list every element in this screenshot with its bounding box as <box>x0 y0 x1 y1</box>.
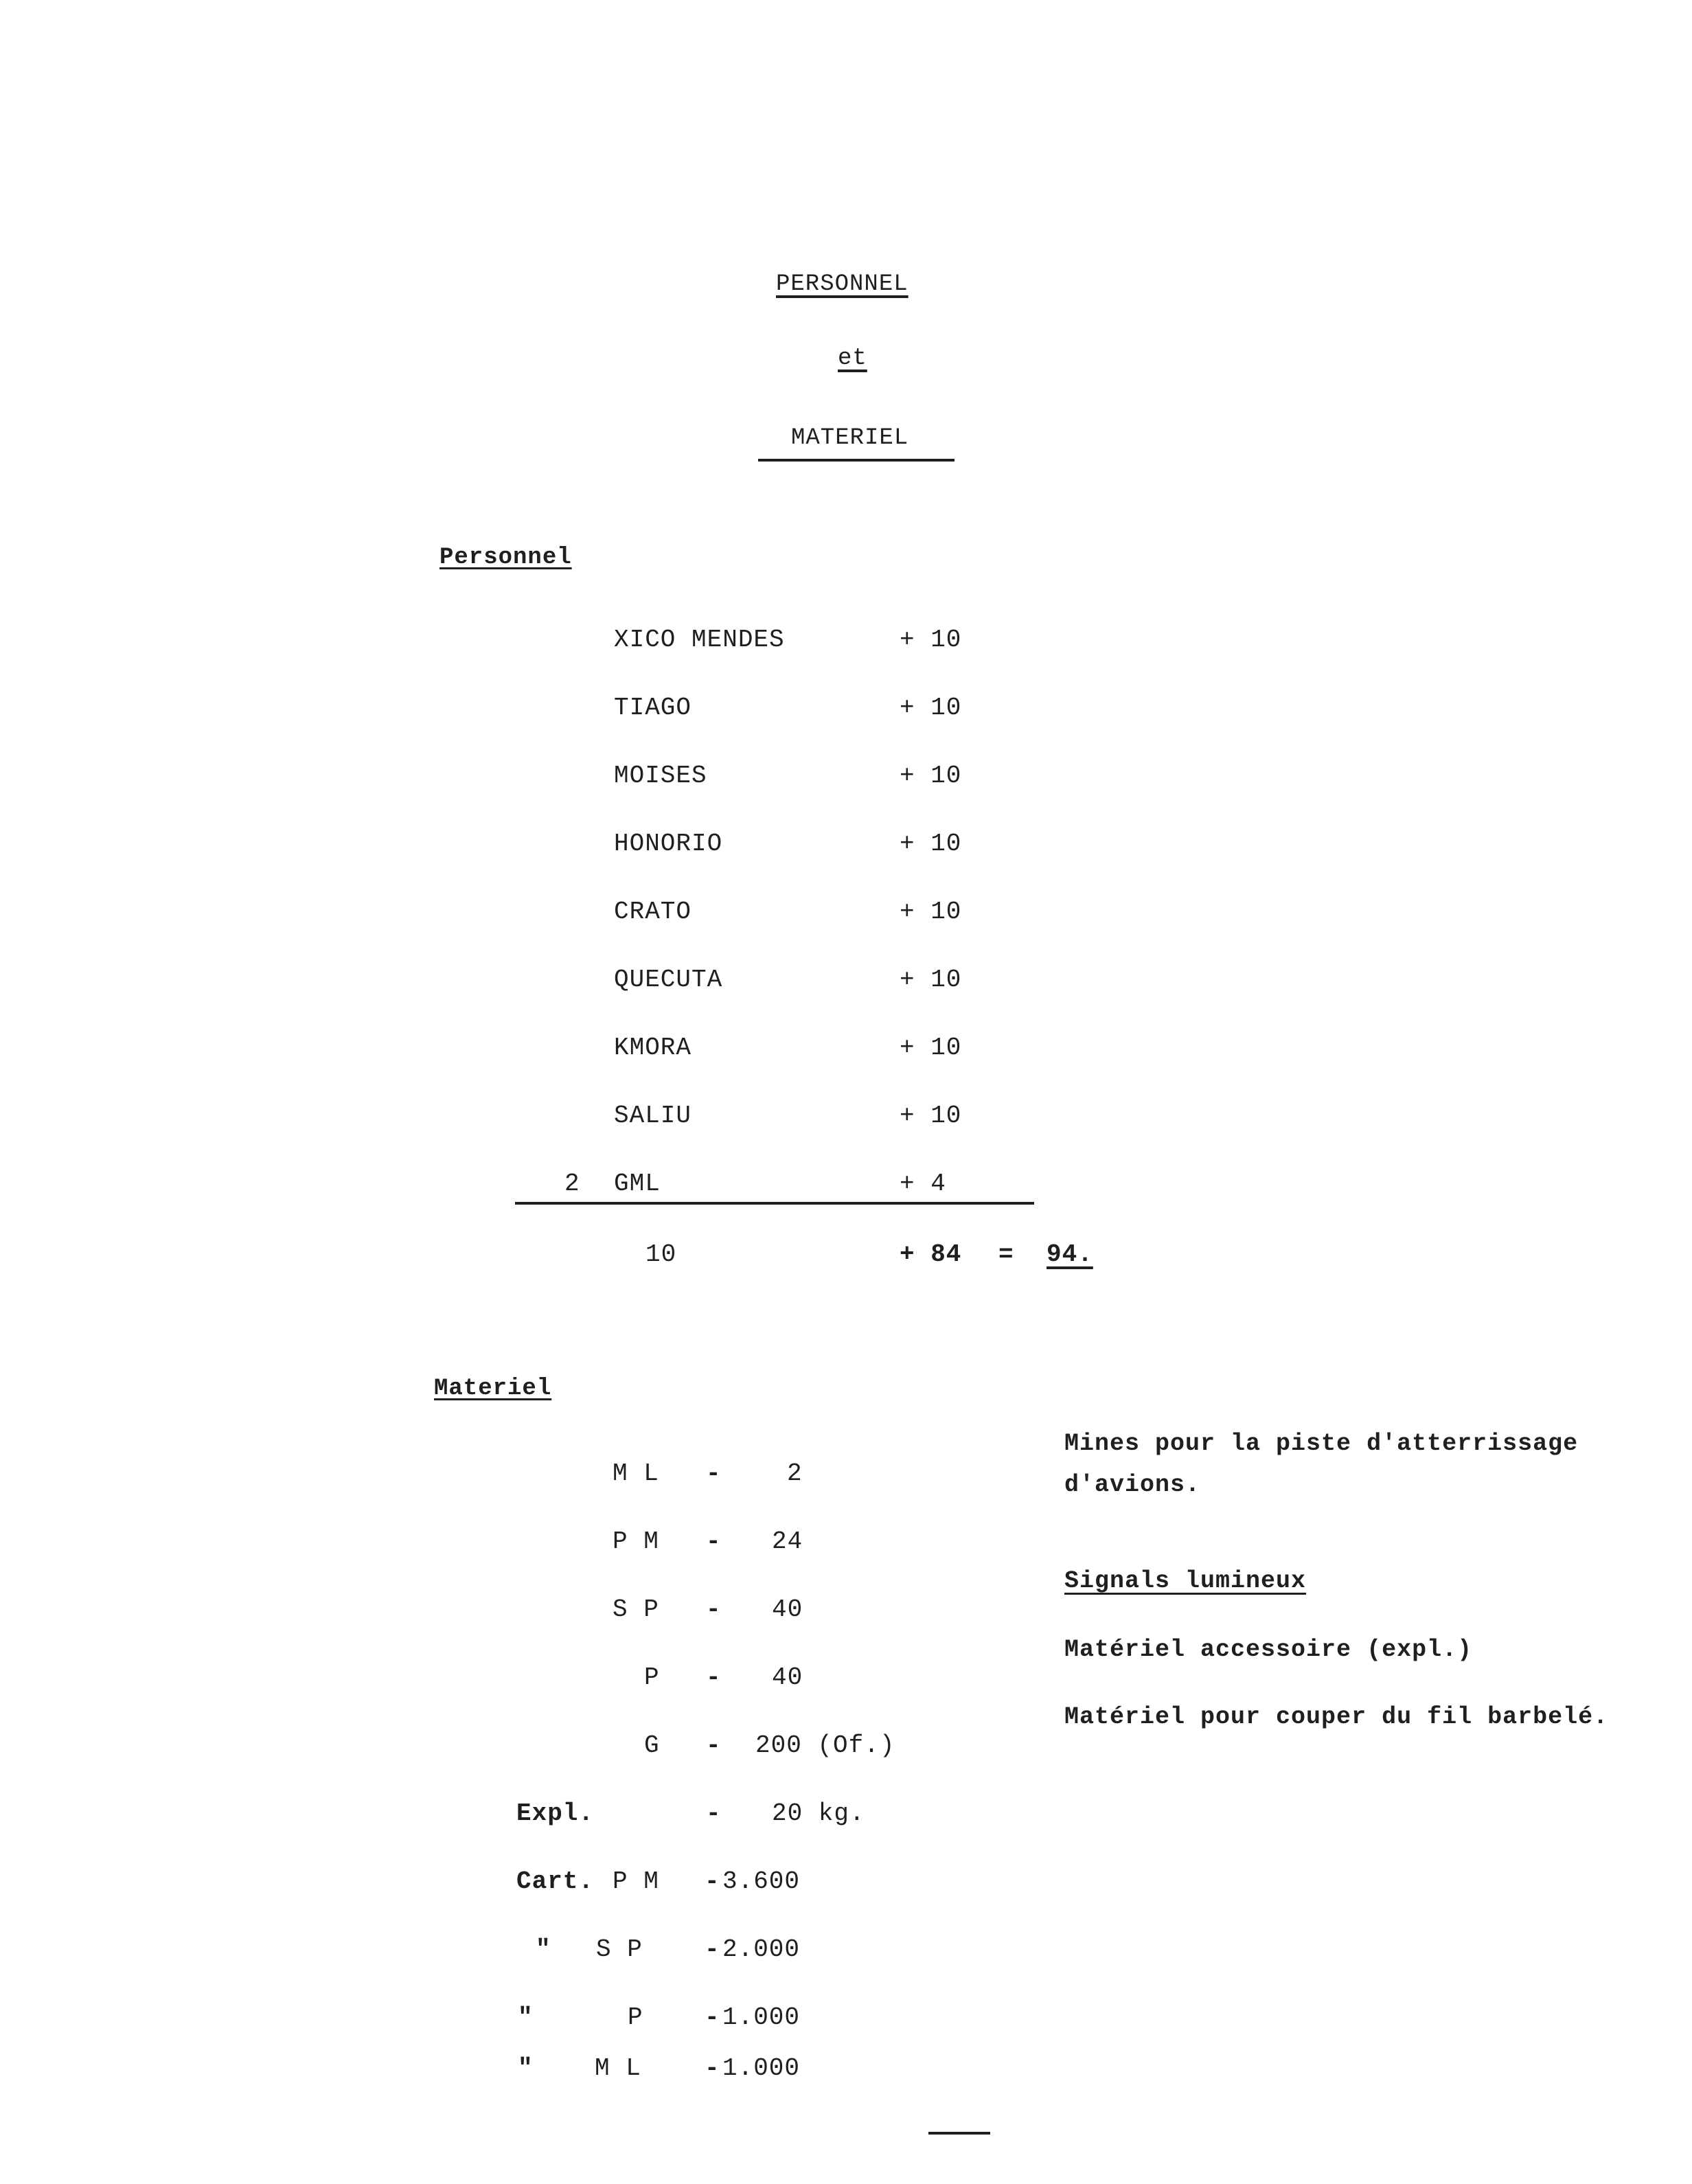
materiel-code: S P <box>596 1935 643 1964</box>
personnel-name: GML <box>614 1170 661 1198</box>
note-barbele: Matériel pour couper du fil barbelé. <box>1064 1703 1609 1731</box>
note-accessoire: Matériel accessoire (expl.) <box>1064 1636 1473 1663</box>
materiel-prefix: " <box>536 1935 551 1964</box>
personnel-name: KMORA <box>614 1034 692 1062</box>
materiel-dash: - <box>705 2003 720 2032</box>
materiel-dash: - <box>706 1663 722 1692</box>
note-signals: Signals lumineux <box>1064 1567 1307 1595</box>
materiel-qty: 1.000 <box>722 2054 801 2082</box>
title-materiel: MATERIEL <box>791 425 909 451</box>
materiel-qty: 24 <box>772 1527 803 1556</box>
personnel-name: CRATO <box>614 898 692 926</box>
personnel-heading: Personnel <box>439 545 572 571</box>
materiel-code: M L <box>595 2054 641 2082</box>
personnel-name: MOISES <box>614 762 707 790</box>
title-et: et <box>838 345 867 372</box>
materiel-qty: 2.000 <box>722 1935 801 1964</box>
materiel-qty: 40 <box>772 1595 803 1624</box>
materiel-qty: 40 <box>772 1663 803 1692</box>
materiel-code: P M <box>613 1527 659 1556</box>
materiel-dash: - <box>705 1867 720 1896</box>
materiel-dash: - <box>706 1595 722 1624</box>
materiel-dash: - <box>706 1459 722 1488</box>
materiel-code: G <box>644 1731 660 1760</box>
note-mines-line1: Mines pour la piste d'atterrissage <box>1064 1430 1579 1457</box>
personnel-total-sum: 94. <box>1047 1240 1093 1269</box>
materiel-dash: - <box>706 1527 722 1556</box>
personnel-name: TIAGO <box>614 694 692 722</box>
materiel-code: P M <box>613 1867 659 1896</box>
closing-rule <box>928 2132 990 2135</box>
materiel-qty: 2 <box>787 1459 803 1488</box>
personnel-value: + 10 <box>900 694 962 722</box>
materiel-code: S P <box>613 1595 659 1624</box>
materiel-qty: 3.600 <box>722 1867 801 1896</box>
materiel-prefix: " <box>518 2003 534 2032</box>
materiel-qty: 20 kg. <box>772 1799 865 1828</box>
personnel-value: + 10 <box>900 898 962 926</box>
materiel-code: P <box>644 1663 660 1692</box>
materiel-prefix: " <box>518 2054 534 2082</box>
title-materiel-underline <box>758 459 954 462</box>
materiel-code: P <box>628 2003 643 2032</box>
personnel-total-value: + 84 <box>900 1240 962 1269</box>
personnel-value: + 10 <box>900 1034 962 1062</box>
personnel-total-count: 10 <box>645 1240 677 1269</box>
materiel-dash: - <box>705 1935 720 1964</box>
personnel-value: + 10 <box>900 626 962 654</box>
title-personnel: PERSONNEL <box>776 271 908 297</box>
materiel-heading: Materiel <box>434 1376 552 1402</box>
materiel-qty: 200 (Of.) <box>755 1731 895 1760</box>
personnel-total-equals: = <box>998 1240 1014 1269</box>
personnel-name: XICO MENDES <box>614 626 785 654</box>
personnel-count: 2 <box>564 1170 580 1198</box>
personnel-name: HONORIO <box>614 830 723 858</box>
materiel-code: M L <box>613 1459 659 1488</box>
note-mines-line2: d'avions. <box>1064 1471 1201 1499</box>
personnel-value: + 10 <box>900 1102 962 1130</box>
personnel-name: SALIU <box>614 1102 692 1130</box>
personnel-name: QUECUTA <box>614 966 723 994</box>
materiel-prefix: Cart. <box>516 1867 595 1896</box>
materiel-dash: - <box>705 2054 720 2082</box>
personnel-value: + 10 <box>900 762 962 790</box>
materiel-dash: - <box>706 1799 722 1828</box>
personnel-value: + 4 <box>900 1170 946 1198</box>
materiel-qty: 1.000 <box>722 2003 801 2032</box>
personnel-value: + 10 <box>900 966 962 994</box>
materiel-prefix: Expl. <box>516 1799 595 1828</box>
personnel-value: + 10 <box>900 830 962 858</box>
sum-rule <box>515 1202 1034 1205</box>
materiel-dash: - <box>706 1731 722 1760</box>
